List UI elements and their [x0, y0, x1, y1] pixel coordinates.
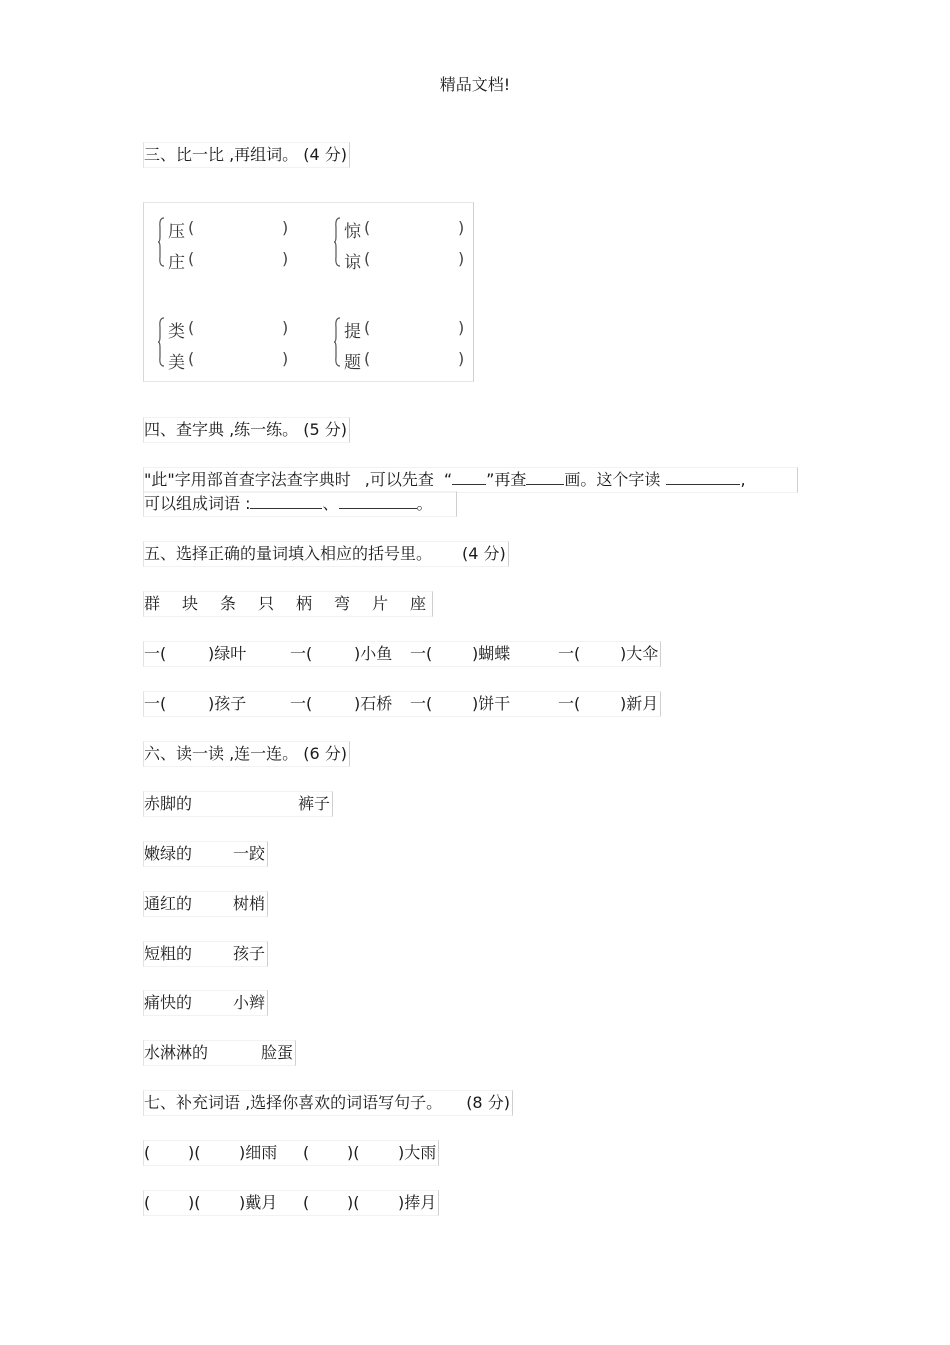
- blank-open[interactable]: (: [144, 1143, 151, 1162]
- match-row: [143, 990, 268, 1016]
- right-paren: ): [282, 218, 289, 237]
- noun: )新月: [620, 694, 659, 713]
- pair-3-top-char: 类: [168, 322, 185, 342]
- section-5-title-text: 五、选择正确的量词填入相应的括号里。: [144, 544, 433, 563]
- measure-word-list: [143, 591, 433, 617]
- section-6-title: 六、读一读 ,连一连。 (6 分): [143, 741, 350, 767]
- phrase-end: )戴月: [239, 1193, 278, 1212]
- separator: 、: [322, 494, 339, 513]
- left-paren: (: [188, 349, 195, 368]
- blank-open[interactable]: 一(: [410, 644, 433, 663]
- noun: )饼干: [472, 694, 511, 713]
- phrase-end: )捧月: [398, 1193, 437, 1212]
- char-pair-4: [334, 315, 474, 375]
- char-pair-2: [334, 215, 474, 275]
- measure-word: 弯: [334, 594, 351, 613]
- left-paren: (: [188, 218, 195, 237]
- right-paren: ): [282, 249, 289, 268]
- brace-icon: [334, 317, 341, 367]
- word-blank-2[interactable]: [339, 492, 417, 509]
- match-left-item[interactable]: 赤脚的: [144, 794, 193, 813]
- noun: )蝴蝶: [472, 644, 511, 663]
- char-pair-3: [158, 315, 298, 375]
- measure-row-1: [143, 641, 661, 667]
- measure-word: 只: [258, 594, 275, 613]
- pair-3-bottom-char: 美: [168, 353, 185, 373]
- left-paren: (: [364, 318, 371, 337]
- section-3-title: 三、比一比 ,再组词。 (4 分): [143, 142, 350, 168]
- compare-characters-box: [143, 202, 474, 382]
- match-row: [143, 891, 268, 917]
- match-row: [143, 941, 268, 967]
- match-left-item[interactable]: 短粗的: [144, 944, 193, 963]
- pronunciation-blank[interactable]: [666, 468, 740, 485]
- phrase-end: )细雨: [239, 1143, 278, 1162]
- right-paren: ): [458, 249, 465, 268]
- noun: )石桥: [354, 694, 393, 713]
- blank-mid[interactable]: )(: [188, 1143, 201, 1162]
- right-paren: ): [458, 218, 465, 237]
- section-7-title-text: 七、补充词语 ,选择你喜欢的词语写句子。: [144, 1093, 443, 1112]
- measure-word: 座: [410, 594, 427, 613]
- left-paren: (: [364, 218, 371, 237]
- char-pair-1: [158, 215, 298, 275]
- match-right-item[interactable]: 裤子: [298, 794, 331, 813]
- question-text: 画。这个字读: [564, 470, 661, 489]
- match-right-item[interactable]: 小辫: [233, 993, 266, 1012]
- match-right-item[interactable]: 一跤: [233, 844, 266, 863]
- pair-1-top-char: 压: [168, 222, 185, 242]
- blank-open[interactable]: 一(: [558, 644, 581, 663]
- dictionary-question-line-1: [143, 467, 798, 493]
- left-paren: (: [188, 249, 195, 268]
- match-right-item[interactable]: 脸蛋: [261, 1043, 294, 1062]
- match-right-item[interactable]: 孩子: [233, 944, 266, 963]
- measure-word: 柄: [296, 594, 313, 613]
- right-paren: ): [458, 349, 465, 368]
- measure-row-2: [143, 691, 661, 717]
- blank-open[interactable]: (: [303, 1143, 310, 1162]
- match-row: [143, 841, 268, 867]
- blank-open[interactable]: 一(: [290, 694, 313, 713]
- noun: )大伞: [620, 644, 659, 663]
- blank-open[interactable]: (: [144, 1193, 151, 1212]
- blank-mid[interactable]: )(: [347, 1143, 360, 1162]
- blank-open[interactable]: 一(: [144, 644, 167, 663]
- measure-word: 块: [182, 594, 199, 613]
- pair-1-bottom-char: 庄: [168, 253, 185, 273]
- left-paren: (: [364, 249, 371, 268]
- blank-mid[interactable]: )(: [188, 1193, 201, 1212]
- noun: )孩子: [208, 694, 247, 713]
- quote-close: ”再查: [486, 470, 527, 489]
- pair-4-top-char: 提: [344, 322, 361, 342]
- right-paren: ): [282, 318, 289, 337]
- section-5-title: [143, 541, 509, 567]
- right-paren: ): [282, 349, 289, 368]
- question-text: 可以组成词语 :: [144, 494, 251, 513]
- blank-open[interactable]: 一(: [144, 694, 167, 713]
- phrase-end: )大雨: [398, 1143, 437, 1162]
- pair-2-top-char: 惊: [344, 222, 361, 242]
- pair-4-bottom-char: 题: [344, 353, 361, 373]
- blank-open[interactable]: 一(: [290, 644, 313, 663]
- right-paren: ): [458, 318, 465, 337]
- measure-word: 群: [144, 594, 161, 613]
- noun: )绿叶: [208, 644, 247, 663]
- left-paren: (: [188, 318, 195, 337]
- section-5-score: (4 分): [462, 544, 506, 563]
- match-left-item[interactable]: 通红的: [144, 894, 193, 913]
- match-row: [143, 1040, 296, 1066]
- left-paren: (: [364, 349, 371, 368]
- brace-icon: [334, 217, 341, 267]
- blank-open[interactable]: (: [303, 1193, 310, 1212]
- radical-blank[interactable]: [452, 468, 486, 485]
- brace-icon: [158, 217, 165, 267]
- match-left-item[interactable]: 水淋淋的: [144, 1043, 209, 1062]
- section-4-title: 四、查字典 ,练一练。 (5 分): [143, 417, 350, 443]
- word-blank-1[interactable]: [250, 492, 322, 509]
- blank-open[interactable]: 一(: [558, 694, 581, 713]
- dictionary-question-line-2: [143, 491, 457, 517]
- section-7-title: [143, 1090, 513, 1116]
- measure-word: 片: [372, 594, 389, 613]
- noun: )小鱼: [354, 644, 393, 663]
- blank-open[interactable]: 一(: [410, 694, 433, 713]
- match-left-item[interactable]: 嫩绿的: [144, 844, 193, 863]
- stroke-count-blank[interactable]: [526, 468, 564, 485]
- section-7-score: (8 分): [466, 1093, 510, 1112]
- phrase-row-1: [143, 1140, 439, 1166]
- phrase-row-2: [143, 1190, 439, 1216]
- pair-2-bottom-char: 谅: [344, 253, 361, 273]
- period: 。: [416, 494, 433, 513]
- question-text: "此"字用部首查字法查字典时: [144, 470, 351, 489]
- match-right-item[interactable]: 树梢: [233, 894, 266, 913]
- page-header: 精品文档!: [439, 75, 511, 94]
- measure-word: 条: [220, 594, 237, 613]
- blank-mid[interactable]: )(: [347, 1193, 360, 1212]
- match-left-item[interactable]: 痛快的: [144, 993, 193, 1012]
- comma: ,: [740, 470, 746, 489]
- quote-open: “: [443, 470, 453, 489]
- question-text: ,可以先查: [364, 470, 434, 489]
- brace-icon: [158, 317, 165, 367]
- match-row: [143, 791, 333, 817]
